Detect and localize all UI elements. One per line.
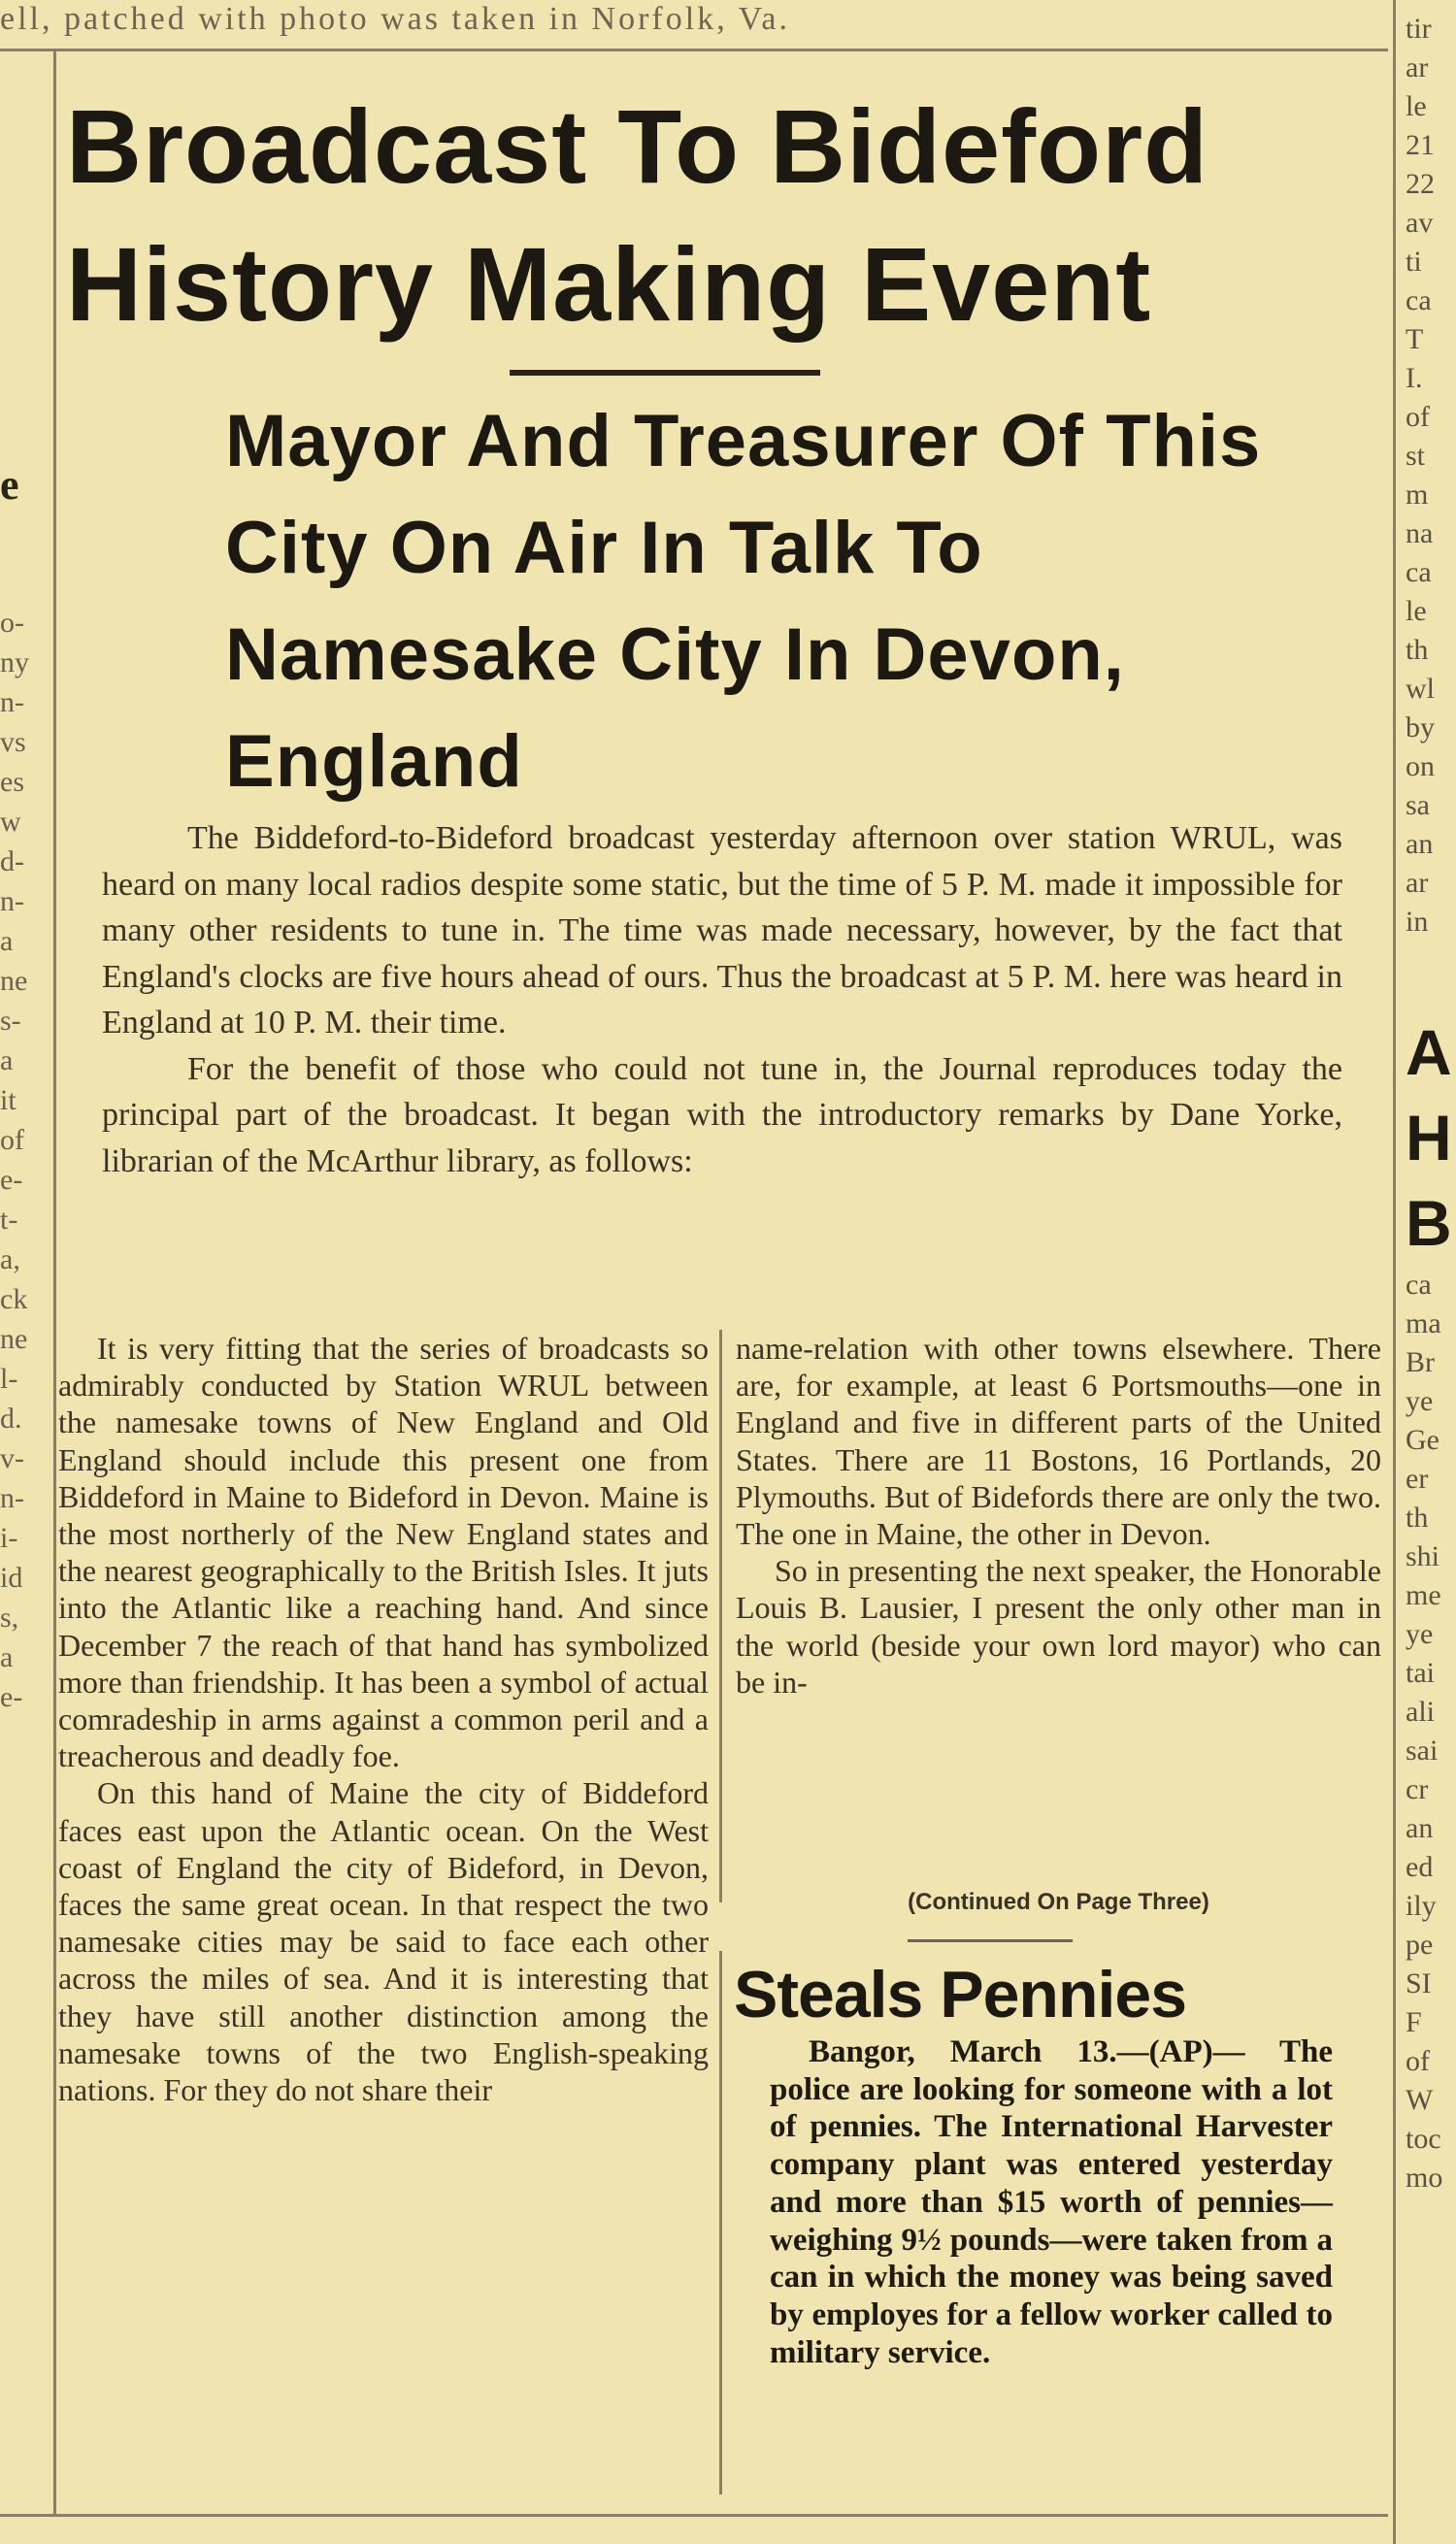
right-fragment: I.	[1406, 362, 1423, 394]
right-fragment: mo	[1406, 2162, 1443, 2194]
left-fragment: d-	[0, 845, 24, 877]
left-fragment: v-	[0, 1442, 24, 1474]
right-fragment: by	[1406, 711, 1435, 743]
column-paragraph: On this hand of Maine the city of Biddeford faces east upon the Atlantic ocean. On the West coast of England the city of Bideford, in Devon, faces the same great ocean. In that respect the two namesake cities may be said to face each other across the miles of sea. And it is interesting that they have still another distinction among the namesake towns of the two English-speaking nations. For they do not share their	[58, 1775, 709, 2108]
lead-text	[102, 815, 1342, 1184]
right-fragment: toc	[1406, 2123, 1441, 2155]
left-fragment: s-	[0, 1005, 21, 1037]
left-fragment: n-	[0, 686, 24, 718]
right-fragment: ed	[1406, 1851, 1434, 1883]
right-fragment: ye	[1406, 1385, 1434, 1417]
right-fragment: of	[1406, 2045, 1430, 2077]
right-clipped-column	[1406, 10, 1456, 2197]
column-paragraph: name-relation with other towns elsewhere. There are, for example, at least 6 Portsmouths—one in England and five in different parts of the United States. There are 11 Bostons, 16 Portlands, 20 Plymouths. But of Bidefords there are only the two. The one in Maine, the other in Devon.	[736, 1331, 1381, 1552]
right-fragment: ily	[1406, 1890, 1437, 1922]
left-fragment: e-	[0, 1164, 23, 1196]
article-column-2	[736, 1330, 1381, 1701]
right-fragment: le	[1406, 90, 1427, 122]
right-fragment: ar	[1406, 867, 1429, 899]
right-fragment: av	[1406, 207, 1434, 239]
left-fragment: s,	[0, 1602, 19, 1634]
right-fragment: F	[1406, 2006, 1422, 2038]
right-fragment: sa	[1406, 789, 1430, 821]
left-fragment: t-	[0, 1204, 18, 1236]
continued-note: (Continued On Page Three)	[908, 1889, 1209, 1915]
left-fragment: ny	[0, 646, 29, 678]
right-fragment: ali	[1406, 1696, 1435, 1728]
right-fragment: 22	[1406, 168, 1435, 200]
right-fragment: W	[1406, 2084, 1434, 2116]
column-paragraph: It is very fitting that the series of broadcasts so admirably conducted by Station WRUL between the namesake towns of New England and Old England should include this present one from Biddeford in Maine to Bideford in Devon. Maine is the most northerly of the New England states and the nearest geographically to the British Isles. It juts into the Atlantic like a reaching hand. And since December 7 the reach of that hand has symbolized more than friendship. It has been a symbol of actual comradeship in arms against a common peril and a treacherous and deadly foe.	[58, 1331, 709, 1774]
main-headline: Broadcast To Bideford History Making Event	[66, 87, 1209, 343]
left-fragment: es	[0, 766, 24, 798]
left-fragment: a	[0, 1044, 14, 1076]
spacer	[1406, 942, 1456, 1009]
right-fragment: H	[1406, 1102, 1452, 1173]
right-fragment: on	[1406, 750, 1435, 782]
right-fragment: th	[1406, 1502, 1429, 1534]
top-rule	[0, 49, 1388, 51]
left-fragment: l-	[0, 1363, 18, 1395]
left-column-rule	[53, 49, 56, 2514]
right-fragment: of	[1406, 401, 1430, 433]
left-fragment: ck	[0, 1283, 28, 1315]
lead-paragraph: The Biddeford-to-Bideford broadcast yesterday afternoon over station WRUL, was heard on many local radios despite some static, but the time of 5 P. M. made it impossible for many other residents to tune in. The time was made necessary, however, by the fact that England's clocks are five hours ahead of ours. Thus the broadcast at 5 P. M. here was heard in England at 10 P. M. their time.	[102, 820, 1342, 1041]
right-fragment: 21	[1406, 129, 1435, 161]
right-fragment: st	[1406, 440, 1426, 472]
right-fragment: th	[1406, 634, 1429, 666]
right-fragment: ma	[1406, 1307, 1441, 1339]
headline-divider	[510, 370, 820, 376]
right-fragment: cr	[1406, 1773, 1429, 1805]
left-fragment: a	[0, 1641, 14, 1673]
left-fragment: vs	[0, 726, 26, 758]
inner-column-rule-upper	[719, 1330, 722, 1902]
right-fragment: Br	[1406, 1346, 1435, 1378]
right-fragment: T	[1406, 323, 1424, 355]
right-fragment: ca	[1406, 1269, 1432, 1301]
lead-paragraph: For the benefit of those who could not tune in, the Journal reproduces today the principal part of the broadcast. It began with the introductory remarks by Dane Yorke, librarian of the McArthur library, as follows:	[102, 1050, 1342, 1179]
left-fragment: of	[0, 1124, 24, 1156]
left-fragment: ne	[0, 965, 28, 997]
right-fragment: in	[1406, 906, 1429, 938]
right-fragment: shi	[1406, 1540, 1440, 1572]
inner-column-rule-lower	[719, 1951, 722, 2494]
right-fragment: ye	[1406, 1618, 1434, 1650]
right-fragment: wl	[1406, 673, 1435, 705]
right-fragment: ca	[1406, 284, 1432, 316]
headline-deck: Mayor And Treasurer Of This City On Air In Talk To Namesake City In Devon, England	[225, 400, 1262, 803]
left-fragment: a	[0, 925, 14, 957]
left-fragment: i-	[0, 1522, 18, 1554]
right-fragment: er	[1406, 1463, 1429, 1495]
left-fragment: n-	[0, 1482, 24, 1514]
left-fragment: e	[0, 461, 19, 509]
left-fragment: it	[0, 1084, 17, 1116]
photo-caption-fragment: ell, patched with photo was taken in Norfolk, Va.	[0, 1, 790, 37]
right-fragment: m	[1406, 479, 1429, 511]
right-fragment: pe	[1406, 1929, 1434, 1961]
right-fragment: an	[1406, 1812, 1434, 1844]
right-fragment: me	[1406, 1579, 1441, 1611]
bottom-rule	[0, 2514, 1388, 2517]
right-fragment: B	[1406, 1187, 1452, 1259]
right-fragment: ar	[1406, 51, 1429, 83]
left-fragment: ne	[0, 1323, 28, 1355]
right-fragment: Ge	[1406, 1424, 1439, 1456]
right-fragment: sai	[1406, 1735, 1439, 1767]
left-fragment: a,	[0, 1243, 20, 1275]
right-fragment: ca	[1406, 556, 1432, 588]
left-fragment: d.	[0, 1403, 22, 1435]
brief-headline: Steals Pennies	[734, 1958, 1187, 2032]
right-column-rule	[1393, 0, 1396, 2544]
left-fragment: id	[0, 1562, 23, 1594]
brief-text	[770, 2033, 1333, 2371]
right-fragment: le	[1406, 595, 1427, 627]
left-fragment: o-	[0, 607, 24, 639]
right-fragment: tai	[1406, 1657, 1435, 1689]
right-fragment: tir	[1406, 13, 1432, 45]
right-fragment: ti	[1406, 246, 1422, 278]
right-fragment: na	[1406, 517, 1434, 549]
article-column-1	[58, 1330, 709, 2108]
column-paragraph: So in presenting the next speaker, the Honorable Louis B. Lausier, I present the only other man in the world (beside your own lord mayor) who can be in-	[736, 1553, 1381, 1700]
brief-paragraph: Bangor, March 13.—(AP)— The police are looking for someone with a lot of pennies. The International Harvester company plant was entered yesterday and more than $15 worth of pennies—weighing 9½ pounds—were taken from a can in which the money was being saved by employes for a fellow worker called to military service.	[770, 2034, 1333, 2370]
left-fragment: n-	[0, 885, 24, 917]
left-fragment: w	[0, 806, 21, 838]
left-fragment: e-	[0, 1681, 23, 1713]
right-fragment: SI	[1406, 1967, 1432, 1999]
left-clipped-column	[0, 456, 44, 1717]
right-fragment: an	[1406, 828, 1434, 860]
right-fragment: A	[1406, 1016, 1452, 1088]
section-divider	[908, 1939, 1073, 1942]
